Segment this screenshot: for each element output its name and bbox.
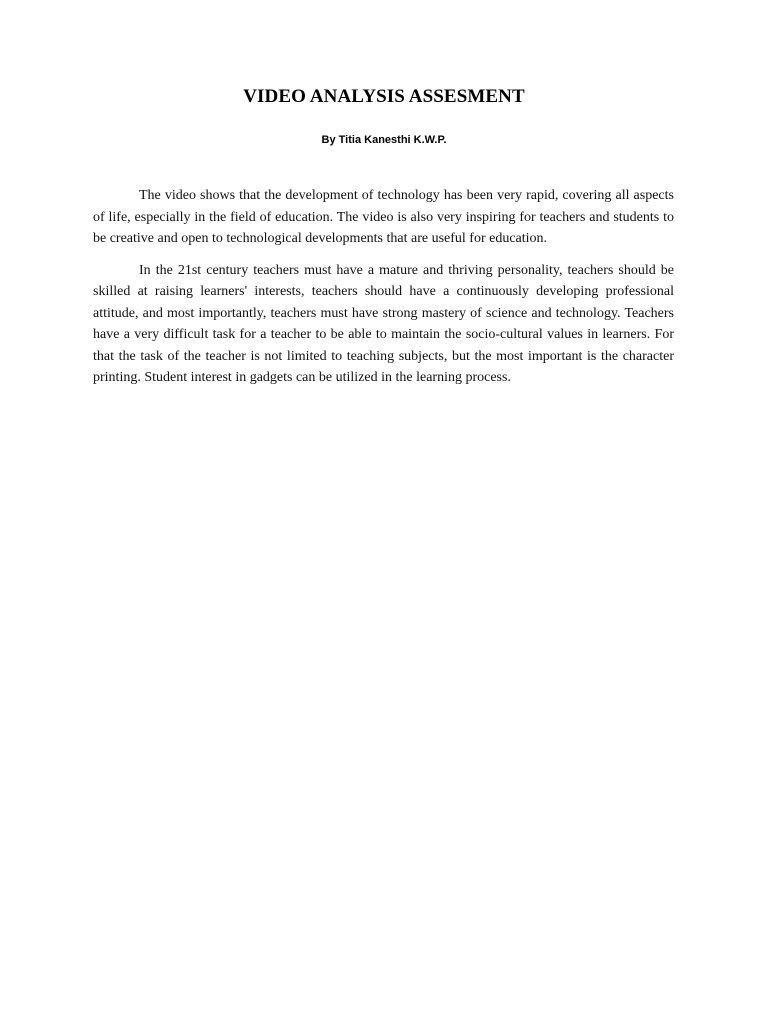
document-body [93,185,674,399]
paragraph-1: The video shows that the development of technology has been very rapid, covering all aspects of life, especially in the field of education. The video is also very inspiring for teachers and students to be creative and open to technological developments that are useful for education. [93,188,674,246]
paragraph-2: In the 21st century teachers must have a mature and thriving personality, teachers should be skilled at raising learners' interests, teachers should have a continuously developing professional attitude, and most importantly, teachers must have strong mastery of science and technology. Teachers have a very difficult task for a teacher to be able to maintain the socio-cultural values in learners. For that the task of the teacher is not limited to teaching subjects, but the most important is the character printing. Student interest in gadgets can be utilized in the learning process. [93,262,674,385]
document-author: By Titia Kanesthi K.W.P. [321,134,447,146]
document-title: VIDEO ANALYSIS ASSESMENT [243,86,525,107]
